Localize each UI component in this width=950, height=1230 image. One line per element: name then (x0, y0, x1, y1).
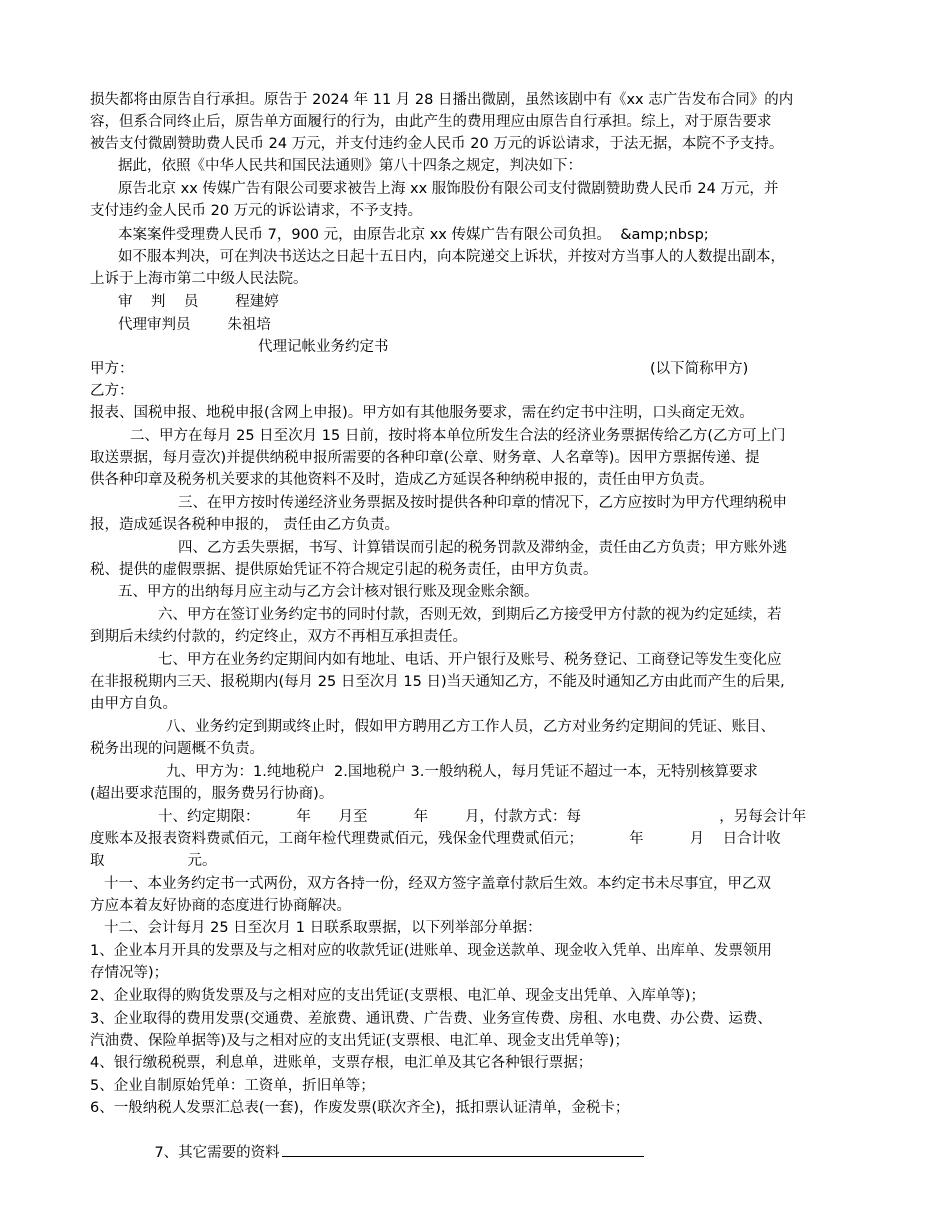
agreement-line: 十二、会计每月 25 日至次月 1 日联系取票据，以下列举部分单据： (104, 920, 542, 936)
agreement-line: 四、乙方丢失票据，书写、计算错误而引起的税务罚款及滞纳金，责任由乙方负责；甲方账外逃 (178, 540, 787, 556)
agreement-line: 取 元。 (90, 853, 217, 869)
party-a-note: (以下简称甲方) (650, 361, 749, 377)
agreement-line: 五、甲方的出纳每月应主动与乙方会计核对银行账及现金账余额。 (118, 584, 539, 600)
agreement-line: 八、业务约定到期或终止时，假如甲方聘用乙方工作人员，乙方对业务约定期间的凭证、账目、 (166, 719, 775, 735)
document-list-item: 5、企业自制原始凭单：工资单，折旧单等； (90, 1078, 375, 1094)
acting-judge-signature: 代理审判员 朱祖培 (118, 317, 271, 333)
judgment-line: 支付违约金人民币 20 万元的诉讼请求，不予支持。 (90, 203, 423, 219)
agreement-line: 度账本及报表资料费贰佰元，工商年检代理费贰佰元，残保金代理费贰佰元； 年 月 日合计收 (90, 831, 781, 847)
judgment-line: 被告支付微剧赞助费人民币 24 万元，并支付违约金人民币 20 万元的诉讼请求，于法无据，本院不予支持。 (90, 136, 784, 152)
document-list-item: 存情况等)； (90, 965, 169, 981)
document-list-item-other (136, 1119, 644, 1186)
agreement-line: 税务出现的问题概不负责。 (90, 741, 264, 757)
judgment-line: 原告北京 xx 传媒广告有限公司要求被告上海 xx 服饰股份有限公司支付微剧赞助费人民币 24 万元，并 (118, 181, 779, 197)
document-list-item: 汽油费、保险单据等)及与之相对应的支出凭证(支票根、电汇单、现金支出凭单等)； (90, 1033, 629, 1049)
agreement-line: 到期后未续约付款的，约定终止，双方不再相互承担责任。 (90, 629, 467, 645)
document-list-item: 3、企业取得的费用发票(交通费、差旅费、通讯费、广告费、业务宣传费、房租、水电费、办公费、运费、 (90, 1011, 772, 1027)
agreement-line: 税、提供的虚假票据、提供原始凭证不符合规定引起的税务责任，由甲方负责。 (90, 562, 598, 578)
party-a-label: 甲方： (90, 361, 134, 377)
document-list-item: 6、一般纳税人发票汇总表(一套)，作废发票(联次齐全)，抵扣票认证清单，金税卡； (90, 1100, 630, 1116)
judgment-line: 损失都将由原告自行承担。原告于 2024 年 11 月 28 日播出微剧，虽然该剧中有《xx 志广告发布合同》的内 (90, 92, 794, 108)
agreement-line: (超出要求范围的，服务费另行协商)。 (90, 786, 334, 802)
judgment-line: 如不服本判决，可在判决书送达之日起十五日内，向本院递交上诉状，并按对方当事人的人数提出副本， (118, 249, 785, 265)
agreement-title: 代理记帐业务约定书 (258, 339, 389, 355)
agreement-line: 七、甲方在业务约定期间内如有地址、电话、开户银行及账号、税务登记、工商登记等发生变化应 (158, 652, 782, 668)
agreement-line: 报，造成延误各税种申报的， 责任由乙方负责。 (90, 517, 400, 533)
party-b-label: 乙方： (90, 383, 134, 399)
agreement-line: 二、甲方在每月 25 日至次月 15 日前，按时将本单位所发生合法的经济业务票据传给乙方(乙方可上门 (130, 428, 786, 444)
agreement-line: 由甲方自负。 (90, 696, 177, 712)
judgment-line: 据此，依照《中华人民共和国民法通则》第八十四条之规定，判决如下： (118, 158, 582, 174)
agreement-line: 报表、国税申报、地税申报(含网上申报)。甲方如有其他服务要求，需在约定书中注明，口头商定无效。 (90, 405, 754, 421)
judgment-line: 上诉于上海市第二中级人民法院。 (90, 271, 308, 287)
document-list-item: 4、银行缴税税票，利息单，进账单，支票存根，电汇单及其它各种银行票据； (90, 1055, 593, 1071)
agreement-line: 十、约定期限： 年 月至 年 月，付款方式：每 ，另每会计年 (158, 809, 807, 825)
agreement-line: 供各种印章及税务机关要求的其他资料不及时，造成乙方延误各种纳税申报的，责任由甲方负责。 (90, 472, 714, 488)
judge-signature: 审 判 员 程建婷 (118, 294, 279, 310)
agreement-line: 十一、本业务约定书一式两份，双方各持一份，经双方签字盖章付款后生效。本约定书未尽事宜，甲乙双 (104, 876, 771, 892)
document-list-item: 1、企业本月开具的发票及与之相对应的收款凭证(进账单、现金送款单、现金收入凭单、出库单、发票领用 (90, 943, 772, 959)
agreement-line: 方应本着友好协商的态度进行协商解决。 (90, 898, 351, 914)
agreement-line: 九、甲方为：1.纯地税户 2.国地税户 3.一般纳税人，每月凭证不超过一本，无特别核算要求 (166, 764, 758, 780)
judgment-line: 容，但系合同终止后，原告单方面履行的行为，由此产生的费用理应由原告自行承担。综上，对于原告要求 (90, 114, 772, 130)
agreement-line: 在非报税期内三天、报税期内(每月 25 日至次月 15 日)当天通知乙方，不能及时通知乙方由此而产生的后果, (90, 674, 785, 690)
agreement-line: 六、甲方在签订业务约定书的同时付款，否则无效，到期后乙方接受甲方付款的视为约定延续，若 (158, 607, 782, 623)
agreement-line: 三、在甲方按时传递经济业务票据及按时提供各种印章的情况下，乙方应按时为甲方代理纳税申 (178, 495, 787, 511)
agreement-line: 取送票据，每月壹次)并提供纳税申报所需要的各种印章(公章、财务章、人名章等)。因甲方票据传递、提 (90, 450, 760, 466)
document-list-item: 2、企业取得的购货发票及与之相对应的支出凭证(支票根、电汇单、现金支出凭单、入库单等)； (90, 988, 706, 1004)
other-materials-label: 7、其它需要的资料 (154, 1145, 280, 1161)
judgment-line: 本案案件受理费人民币 7，900 元，由原告北京 xx 传媒广告有限公司负担。 &amp;nbsp; (118, 227, 709, 243)
fill-in-blank-line (282, 1141, 644, 1157)
